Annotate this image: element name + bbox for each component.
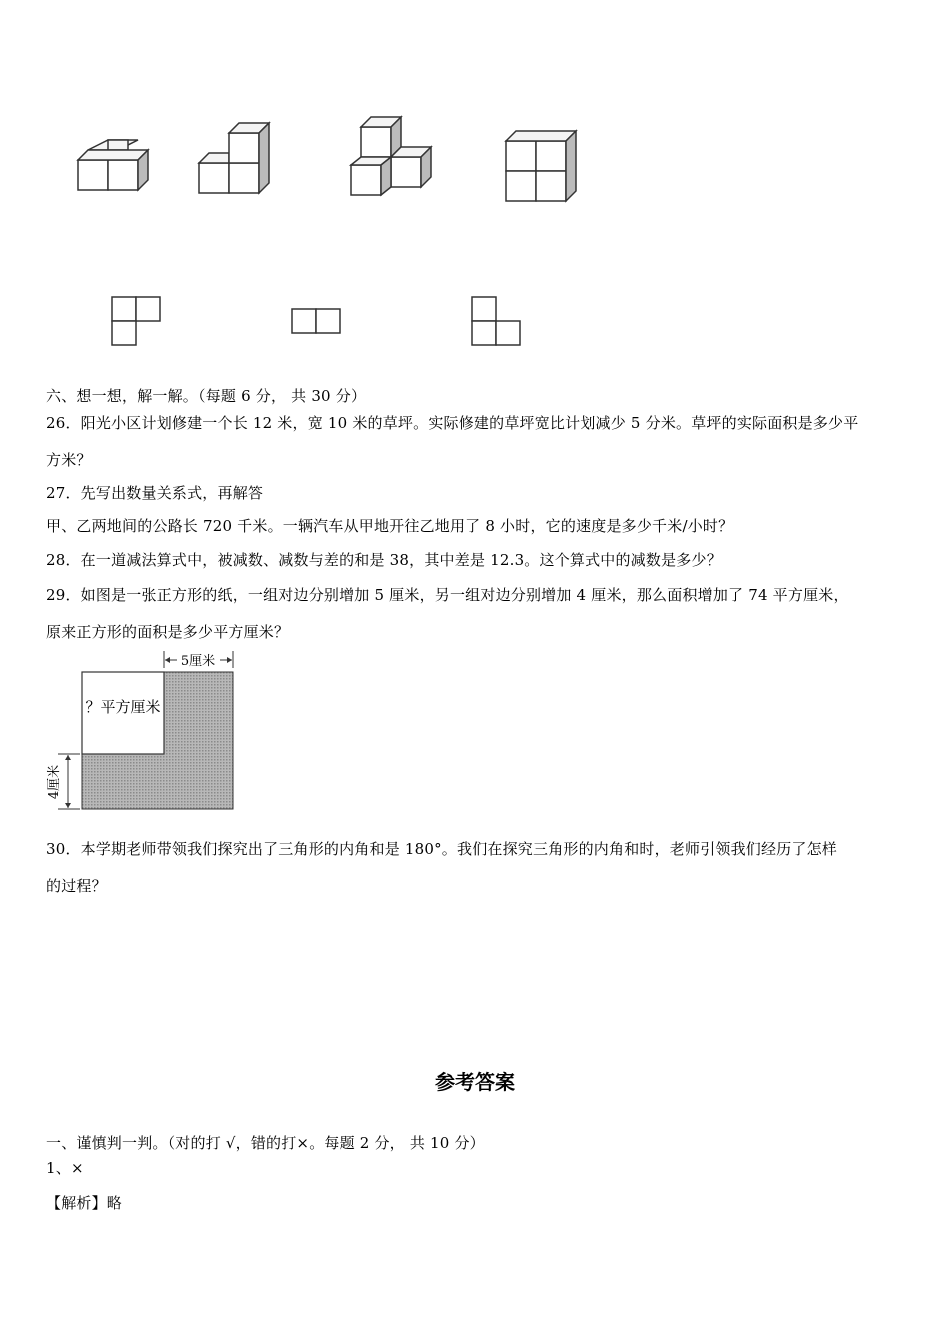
question-27-line2: 甲、乙两地间的公路长 720 千米。一辆汽车从甲地开往乙地用了 8 小时，它的速度是多少千米/小时？: [46, 517, 734, 535]
cube-figure-b: [199, 123, 269, 193]
view-figure-b: [292, 309, 340, 333]
view-figure-a: [112, 297, 160, 345]
cube-figures: [60, 105, 600, 215]
question-29-line1: 29．如图是一张正方形的纸，一组对边分别增加 5 厘米，另一组对边分别增加 4 厘米，那么面积增加了 74 平方厘米，: [46, 586, 849, 604]
question-28: 28．在一道减法算式中，被减数、减数与差的和是 38，其中差是 12.3。这个算式中的减数是多少？: [46, 551, 722, 569]
view-figures: [100, 290, 540, 350]
cube-figure-d: [506, 131, 576, 201]
answer-analysis: 【解析】略: [46, 1194, 123, 1212]
unknown-area-label: ？平方厘米: [85, 698, 161, 716]
question-27-line1: 27．先写出数量关系式，再解答: [46, 484, 264, 502]
cube-figure-c: [351, 117, 431, 195]
question-26-line1: 26．阳光小区计划修建一个长 12 米，宽 10 米的草坪。实际修建的草坪宽比计划减少 5 分米。草坪的实际面积是多少平: [46, 414, 859, 432]
square-paper-figure: [40, 648, 240, 813]
dimension-label-side: 4厘米: [47, 764, 62, 800]
question-30-line1: 30．本学期老师带领我们探究出了三角形的内角和是 180°。我们在探究三角形的内角和时，老师引领我们经历了怎样: [46, 840, 837, 858]
answers-section-one-heading: 一、谨慎判一判。（对的打 √，错的打×。每题 2 分， 共 10 分）: [46, 1134, 485, 1152]
section-six-heading: 六、想一想，解一解。（每题 6 分， 共 30 分）: [46, 387, 367, 405]
view-figure-c: [472, 297, 520, 345]
answer-item-1: 1、×: [46, 1159, 84, 1177]
dimension-label-top: 5厘米: [180, 654, 216, 669]
question-26-line2: 方米？: [46, 451, 92, 469]
cube-figure-a: [78, 140, 148, 190]
answers-title: 参考答案: [435, 1070, 515, 1094]
question-30-line2: 的过程？: [46, 877, 107, 895]
question-29-line2: 原来正方形的面积是多少平方厘米？: [46, 623, 290, 641]
